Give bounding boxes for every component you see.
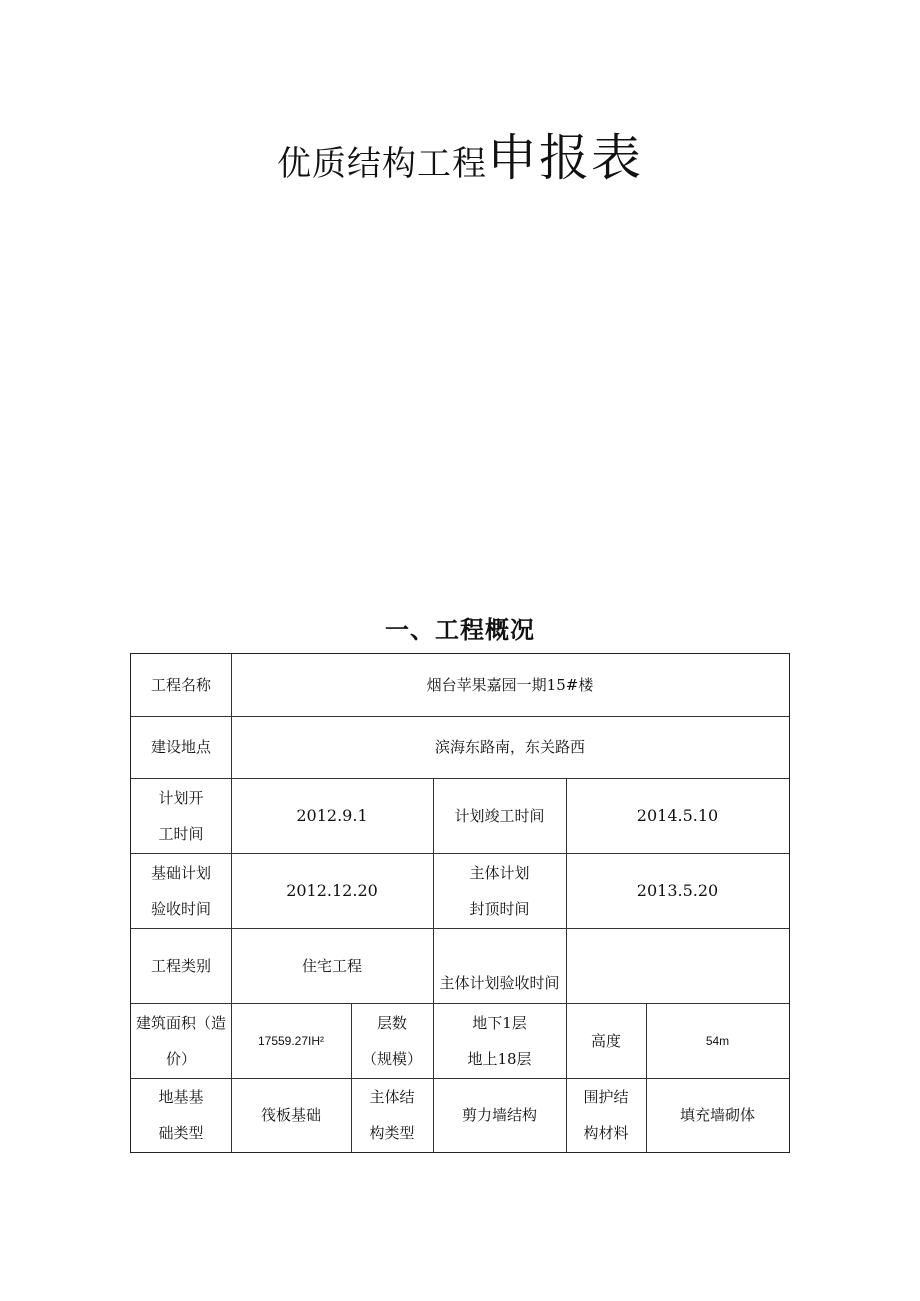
foundation-accept-value: 2012.12.20 — [286, 880, 378, 900]
main-accept-label: 主体计划验收时间 — [439, 974, 560, 992]
height-value: 54m — [705, 1033, 730, 1048]
floors-value-line1: 地下1层 — [472, 1013, 527, 1032]
area-label-line2: 价） — [165, 1049, 196, 1068]
envelope-label-line1: 围护结 — [583, 1088, 629, 1106]
plan-start-label-line1: 计划开 — [158, 788, 204, 807]
plan-completion-label: 计划竣工时间 — [454, 806, 545, 825]
plan-completion-value: 2014.5.10 — [636, 805, 719, 825]
foundation-type-label-line1: 地基基 — [158, 1088, 204, 1106]
foundation-accept-label-line2: 验收时间 — [150, 899, 211, 918]
foundation-type-label — [131, 1078, 231, 1152]
foundation-type-label-line2: 础类型 — [158, 1124, 204, 1142]
envelope-label-line2: 构材料 — [583, 1124, 629, 1142]
area-label — [131, 1003, 231, 1078]
project-overview-table — [130, 653, 790, 1153]
section-heading: 一、工程概况 — [385, 616, 535, 644]
title-suffix: 申报表 — [487, 129, 643, 187]
structure-type-label-line1: 主体结 — [369, 1088, 415, 1106]
area-label-line1: 建筑面积（造 — [135, 1013, 226, 1032]
plan-start-label-line2: 工时间 — [158, 824, 204, 843]
floors-value-line2: 地上18层 — [467, 1049, 532, 1068]
category-value: 住宅工程 — [301, 956, 362, 975]
area-value: 17559.27IH² — [257, 1033, 325, 1048]
site-label: 建设地点 — [150, 738, 211, 756]
topping-label-line2: 封顶时间 — [469, 899, 530, 918]
envelope-value: 填充墙砌体 — [679, 1106, 755, 1124]
main-accept-value — [566, 928, 789, 1003]
document-title — [0, 118, 920, 190]
foundation-type-value: 筏板基础 — [260, 1106, 321, 1124]
structure-type-label — [351, 1078, 433, 1152]
plan-start-value: 2012.9.1 — [296, 805, 368, 825]
floors-label-line1: 层数 — [376, 1013, 407, 1032]
foundation-accept-label-line1: 基础计划 — [150, 863, 211, 882]
floors-label — [351, 1003, 433, 1078]
foundation-accept-label — [131, 853, 231, 928]
title-prefix: 优质结构工程 — [277, 144, 487, 184]
topping-value: 2013.5.20 — [636, 880, 719, 900]
topping-label-line1: 主体计划 — [469, 863, 530, 882]
project-name-label: 工程名称 — [150, 676, 211, 694]
structure-type-value: 剪力墙结构 — [461, 1106, 537, 1124]
plan-start-label — [131, 778, 231, 853]
site-value: 滨海东路南，东关路西 — [434, 738, 585, 756]
envelope-label — [566, 1078, 646, 1152]
structure-type-label-line2: 构类型 — [369, 1124, 415, 1142]
topping-label — [433, 853, 566, 928]
project-name-value: 烟台苹果嘉园一期15#楼 — [426, 676, 594, 694]
floors-label-line2: （规模） — [361, 1049, 422, 1068]
floors-value — [433, 1003, 566, 1078]
category-label: 工程类别 — [150, 956, 211, 975]
height-label: 高度 — [590, 1031, 621, 1050]
